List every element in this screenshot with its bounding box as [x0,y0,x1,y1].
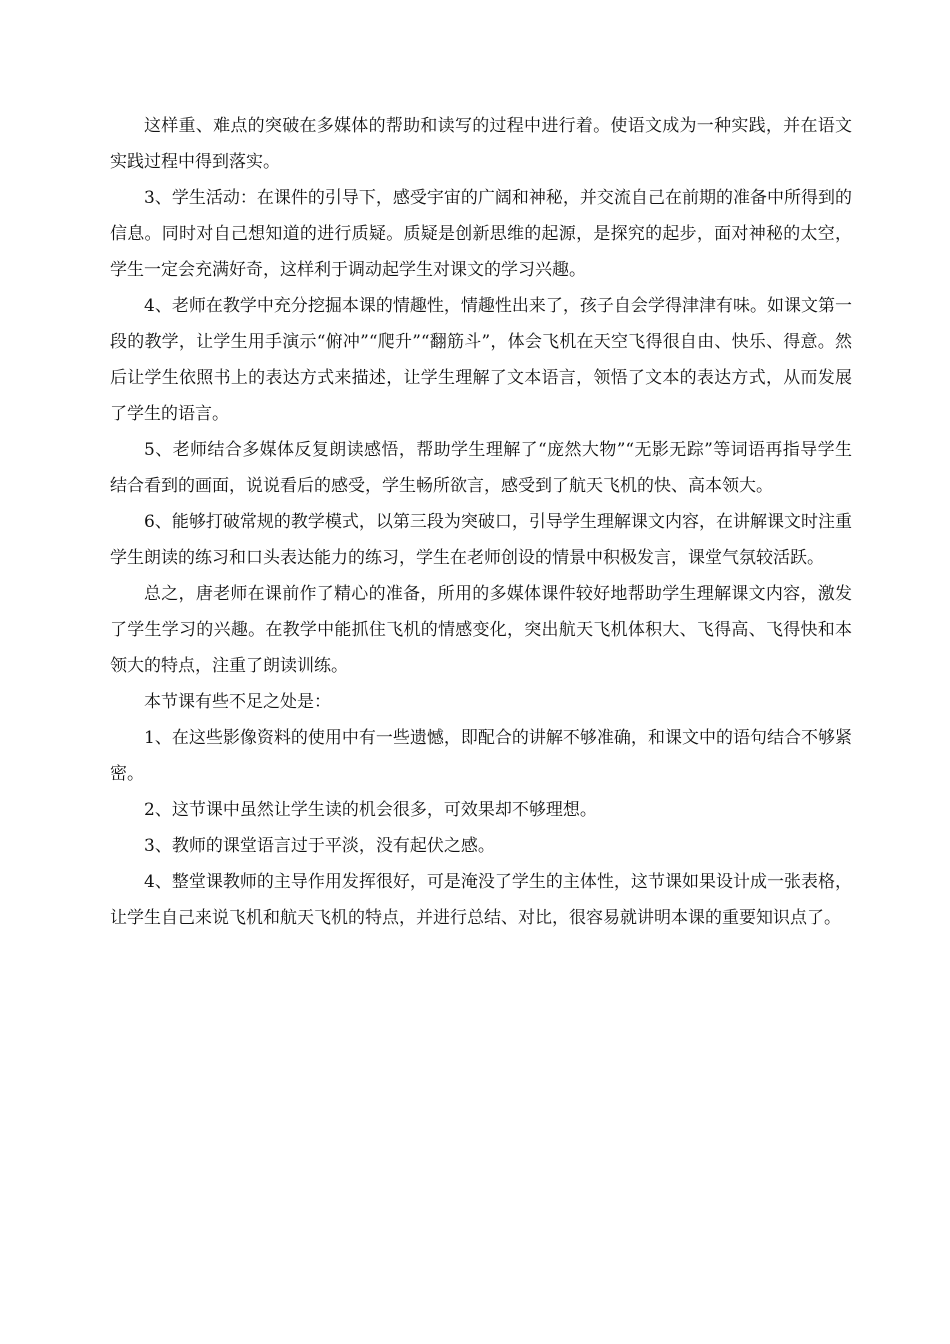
paragraph-interest: 4、老师在教学中充分挖掘本课的情趣性，情趣性出来了，孩子自会学得津津有味。如课文第一段的教学，让学生用手演示“俯冲”“爬升”“翻筋斗”，体会飞机在天空飞得很自由、快乐、得意。然后让学生依照书上的表达方式来描述，让学生理解了文本语言，领悟了文本的表达方式，从而发展了学生的语言。 [110,296,852,424]
paragraph-shortcoming-1: 1、在这些影像资料的使用中有一些遗憾，即配合的讲解不够准确，和课文中的语句结合不够紧密。 [110,728,852,784]
paragraph-student-activity: 3、学生活动：在课件的引导下，感受宇宙的广阔和神秘，并交流自己在前期的准备中所得到的信息。同时对自己想知道的进行质疑。质疑是创新思维的起源，是探究的起步，面对神秘的太空，学生一定会充满好奇，这样利于调动起学生对课文的学习兴趣。 [110,188,852,280]
paragraph-shortcoming-2: 2、这节课中虽然让学生读的机会很多，可效果却不够理想。 [144,800,597,820]
document-body [110,108,852,936]
paragraph-summary: 总之，唐老师在课前作了精心的准备，所用的多媒体课件较好地帮助学生理解课文内容，激发了学生学习的兴趣。在教学中能抓住飞机的情感变化，突出航天飞机体积大、飞得高、飞得快和本领大的特点，注重了朗读训练。 [110,584,852,676]
paragraph-shortcomings-heading: 本节课有些不足之处是： [144,692,331,712]
paragraph-shortcoming-3: 3、教师的课堂语言过于平淡，没有起伏之感。 [144,836,495,856]
paragraph-multimedia-reading: 5、老师结合多媒体反复朗读感悟，帮助学生理解了“庞然大物”“无影无踪”等词语再指导学生结合看到的画面，说说看后的感受，学生畅所欲言，感受到了航天飞机的快、高本领大。 [110,440,852,496]
paragraph-shortcoming-4: 4、整堂课教师的主导作用发挥很好，可是淹没了学生的主体性，这节课如果设计成一张表格，让学生自己来说飞机和航天飞机的特点，并进行总结、对比，很容易就讲明本课的重要知识点了。 [110,872,852,928]
paragraph-teaching-mode: 6、能够打破常规的教学模式，以第三段为突破口，引导学生理解课文内容，在讲解课文时注重学生朗读的练习和口头表达能力的练习，学生在老师创设的情景中积极发言，课堂气氛较活跃。 [110,512,852,568]
paragraph-breakthrough: 这样重、难点的突破在多媒体的帮助和读写的过程中进行着。使语文成为一种实践，并在语文实践过程中得到落实。 [110,116,852,172]
